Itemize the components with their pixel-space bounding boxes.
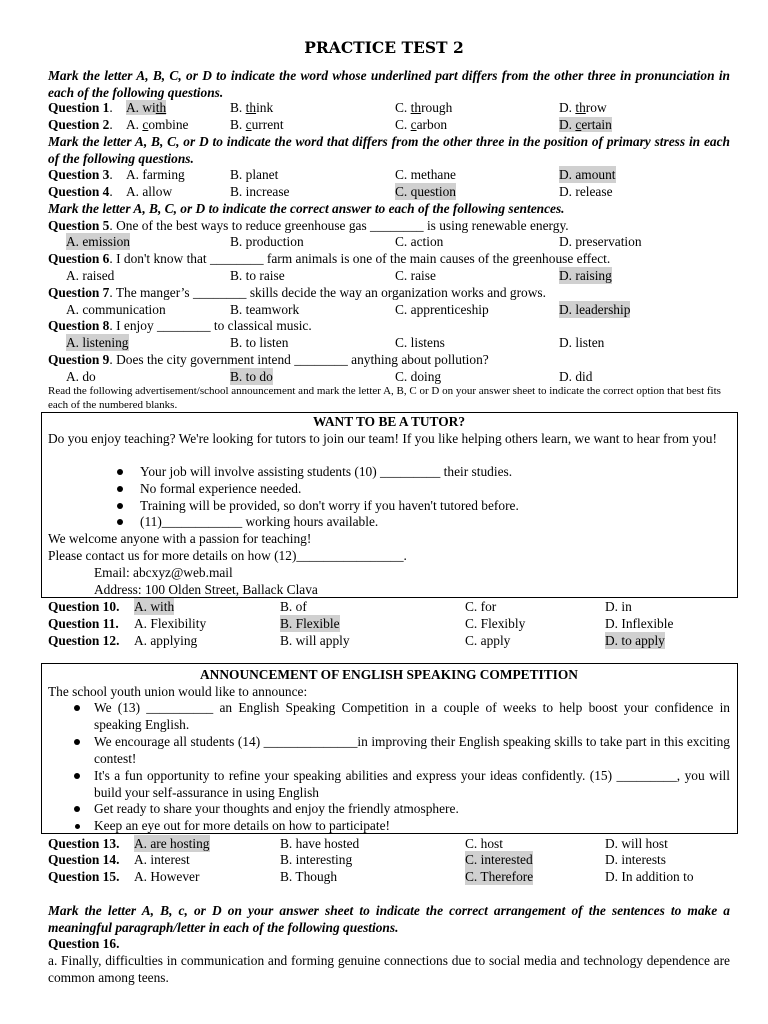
- bullet-icon: [74, 739, 80, 745]
- question-5-options: [48, 233, 730, 250]
- bullet-icon: [74, 806, 80, 812]
- bullet-icon: [117, 486, 123, 492]
- competition-bullet: Get ready to share your thoughts and enjoy the friendly atmosphere.: [94, 801, 459, 816]
- competition-bullet: We encourage all students (14) ______________in improving their English speaking skills to take part in this exciting contest!: [94, 734, 730, 766]
- option-b[interactable]: B. planet: [230, 167, 279, 182]
- option-b[interactable]: B. have hosted: [280, 836, 360, 851]
- option-a[interactable]: A. Flexibility: [134, 616, 207, 631]
- page-title: PRACTICE TEST 2: [304, 38, 464, 57]
- question-7-options: [48, 301, 730, 318]
- question-label: Question 1: [48, 100, 110, 115]
- question-1: Question 1. A. with B. think C. through D. throw: [48, 100, 607, 115]
- option-b[interactable]: B. Flexible: [280, 616, 340, 631]
- option-b[interactable]: B. teamwork: [230, 302, 300, 317]
- option-c[interactable]: C. carbon: [395, 117, 448, 132]
- question-11: Question 11. A. Flexibility B. Flexible C. Flexibly D. Inflexible: [48, 616, 674, 631]
- question-13: Question 13. A. are hosting B. have hosted C. host D. will host: [48, 836, 668, 851]
- competition-heading: ANNOUNCEMENT OF ENGLISH SPEAKING COMPETITION: [200, 667, 578, 682]
- option-c[interactable]: C. through: [395, 100, 453, 115]
- option-d[interactable]: D. listen: [559, 335, 605, 350]
- option-a[interactable]: A. with: [126, 100, 167, 115]
- option-a[interactable]: A. raised: [66, 268, 115, 283]
- option-a[interactable]: A. do: [66, 369, 96, 384]
- option-c[interactable]: C. interested: [465, 852, 533, 867]
- option-b[interactable]: B. Though: [280, 869, 338, 884]
- arrangement-instruction: Mark the letter A, B, c, or D on your answer sheet to indicate the correct arrangement of the sentences to make a meaningful paragraph/letter in each of the following questions.: [48, 903, 730, 935]
- reading-instruction: Read the following advertisement/school announcement and mark the letter A, B, C or D on your answer sheet to indicate the correct option that best fits each of the numbered blanks.: [48, 385, 721, 411]
- tutor-bullet: Your job will involve assisting students (10) _________ their studies.: [140, 464, 513, 479]
- option-d[interactable]: D. did: [559, 369, 593, 384]
- option-d[interactable]: D. to apply: [605, 633, 665, 648]
- question-9-options: [48, 368, 730, 385]
- option-a[interactable]: A. However: [134, 869, 200, 884]
- pronunciation-instruction: Mark the letter A, B, C, or D to indicate the word whose underlined part differs from the other three in pronunciation in each of the following questions.: [48, 68, 730, 100]
- question-16-sentence-a: a. Finally, difficulties in communication and forming genuine connections due to social media and technology dependence are common among teens.: [48, 953, 730, 985]
- question-7-stem: Question 7. The manger’s ________ skills decide the way an organization works and grows.: [48, 285, 546, 300]
- question-label: Question 2: [48, 117, 110, 132]
- question-6-stem: Question 6. I don't know that ________ farm animals is one of the main causes of the greenhouse effect.: [48, 251, 611, 266]
- bullet-icon: [74, 773, 80, 779]
- option-a[interactable]: A. combine: [126, 117, 189, 132]
- option-a[interactable]: A. interest: [134, 852, 190, 867]
- option-c[interactable]: C. host: [465, 836, 503, 851]
- option-a[interactable]: A. listening: [66, 335, 129, 350]
- question-2: Question 2. A. combine B. current C. carbon D. certain: [48, 117, 612, 132]
- competition-bullet: We (13) __________ an English Speaking Competition in a couple of weeks to help boost your confidence in speaking English.: [94, 700, 730, 732]
- tutor-welcome: We welcome anyone with a passion for teaching!: [48, 531, 312, 546]
- option-c[interactable]: C. apply: [465, 633, 511, 648]
- correct-answer-instruction: Mark the letter A, B, C, or D to indicate the correct answer to each of the following sentences.: [48, 201, 565, 216]
- option-d[interactable]: D. certain: [559, 117, 612, 132]
- question-10: Question 10. A. with B. of C. for D. in: [48, 599, 632, 614]
- question-12: Question 12. A. applying B. will apply C. apply D. to apply: [48, 633, 665, 648]
- question-5-stem: Question 5. One of the best ways to reduce greenhouse gas ________ is using renewable energy.: [48, 218, 569, 233]
- option-c[interactable]: C. doing: [395, 369, 442, 384]
- option-b[interactable]: B. to raise: [230, 268, 285, 283]
- option-d[interactable]: D. in: [605, 599, 632, 614]
- option-a[interactable]: A. farming: [126, 167, 185, 182]
- option-a[interactable]: A. are hosting: [134, 836, 210, 851]
- option-b[interactable]: B. production: [230, 234, 304, 249]
- option-b[interactable]: B. think: [230, 100, 274, 115]
- tutor-bullet: (11)____________ working hours available.: [140, 514, 379, 529]
- option-a[interactable]: A. with: [134, 599, 175, 614]
- option-c[interactable]: C. methane: [395, 167, 456, 182]
- question-16-label: Question 16.: [48, 936, 120, 951]
- option-b[interactable]: B. current: [230, 117, 284, 132]
- bullet-icon: [117, 519, 123, 525]
- option-d[interactable]: D. leadership: [559, 302, 631, 317]
- tutor-heading: WANT TO BE A TUTOR?: [312, 414, 466, 429]
- question-3: Question 3. A. farming B. planet C. methane D. amount: [48, 167, 616, 182]
- option-c[interactable]: C. listens: [395, 335, 445, 350]
- option-b[interactable]: B. will apply: [280, 633, 350, 648]
- tutor-email: Email: abcxyz@web.mail: [94, 565, 233, 580]
- tutor-bullet: Training will be provided, so don't worry if you haven't tutored before.: [140, 498, 519, 513]
- option-b[interactable]: B. of: [280, 599, 307, 614]
- question-14: Question 14. A. interest B. interesting C. interested D. interests: [48, 852, 666, 867]
- option-d[interactable]: D. In addition to: [605, 869, 694, 884]
- competition-intro: The school youth union would like to announce:: [48, 684, 308, 699]
- bullet-icon: [117, 503, 123, 509]
- option-a[interactable]: A. emission: [66, 234, 130, 249]
- question-15: Question 15. A. However B. Though C. Therefore D. In addition to: [48, 869, 694, 884]
- option-b[interactable]: B. to do: [230, 369, 273, 384]
- tutor-bullet: No formal experience needed.: [140, 481, 302, 496]
- question-8-stem: Question 8. I enjoy ________ to classical music.: [48, 318, 312, 333]
- option-d[interactable]: D. interests: [605, 852, 666, 867]
- option-c[interactable]: C. raise: [395, 268, 436, 283]
- question-4: Question 4. A. allow B. increase C. question D. release: [48, 184, 613, 199]
- option-d[interactable]: D. throw: [559, 100, 607, 115]
- competition-bullet: It's a fun opportunity to refine your speaking abilities and express your ideas confidently. (15) _________, you will build your self-assurance in using English: [94, 768, 730, 800]
- option-d[interactable]: D. will host: [605, 836, 668, 851]
- question-6-options: [48, 267, 730, 284]
- option-a[interactable]: A. applying: [134, 633, 198, 648]
- option-b[interactable]: B. interesting: [280, 852, 353, 867]
- option-c[interactable]: C. for: [465, 599, 497, 614]
- option-b[interactable]: B. increase: [230, 184, 290, 199]
- option-c[interactable]: C. apprenticeship: [395, 302, 489, 317]
- question-9-stem: Question 9. Does the city government intend ________ anything about pollution?: [48, 352, 489, 367]
- option-d[interactable]: D. amount: [559, 167, 616, 182]
- tutor-intro: Do you enjoy teaching? We're looking for tutors to join our team! If you like helping others learn, we want to hear from you!: [48, 431, 717, 446]
- option-a[interactable]: A. allow: [126, 184, 173, 199]
- question-8-options: [48, 334, 730, 351]
- tutor-address: Address: 100 Olden Street, Ballack Clava: [94, 582, 318, 597]
- stress-instruction: Mark the letter A, B, C, or D to indicate the word that differs from the other three in the position of primary stress in each of the following questions.: [48, 134, 730, 166]
- option-d[interactable]: D. preservation: [559, 234, 642, 249]
- option-c[interactable]: C. action: [395, 234, 444, 249]
- option-a[interactable]: A. communication: [66, 302, 166, 317]
- option-d[interactable]: D. release: [559, 184, 613, 199]
- tutor-contact: Please contact us for more details on how (12)________________.: [48, 548, 407, 563]
- bullet-icon: [74, 705, 80, 711]
- option-c[interactable]: C. Therefore: [465, 869, 534, 884]
- option-c[interactable]: C. Flexibly: [465, 616, 526, 631]
- option-c[interactable]: C. question: [395, 184, 457, 199]
- option-d[interactable]: D. raising: [559, 268, 612, 283]
- option-d[interactable]: D. Inflexible: [605, 616, 674, 631]
- bullet-icon: [75, 824, 80, 829]
- competition-bullet: Keep an eye out for more details on how to participate!: [94, 818, 390, 833]
- bullet-icon: [117, 469, 123, 475]
- option-b[interactable]: B. to listen: [230, 335, 289, 350]
